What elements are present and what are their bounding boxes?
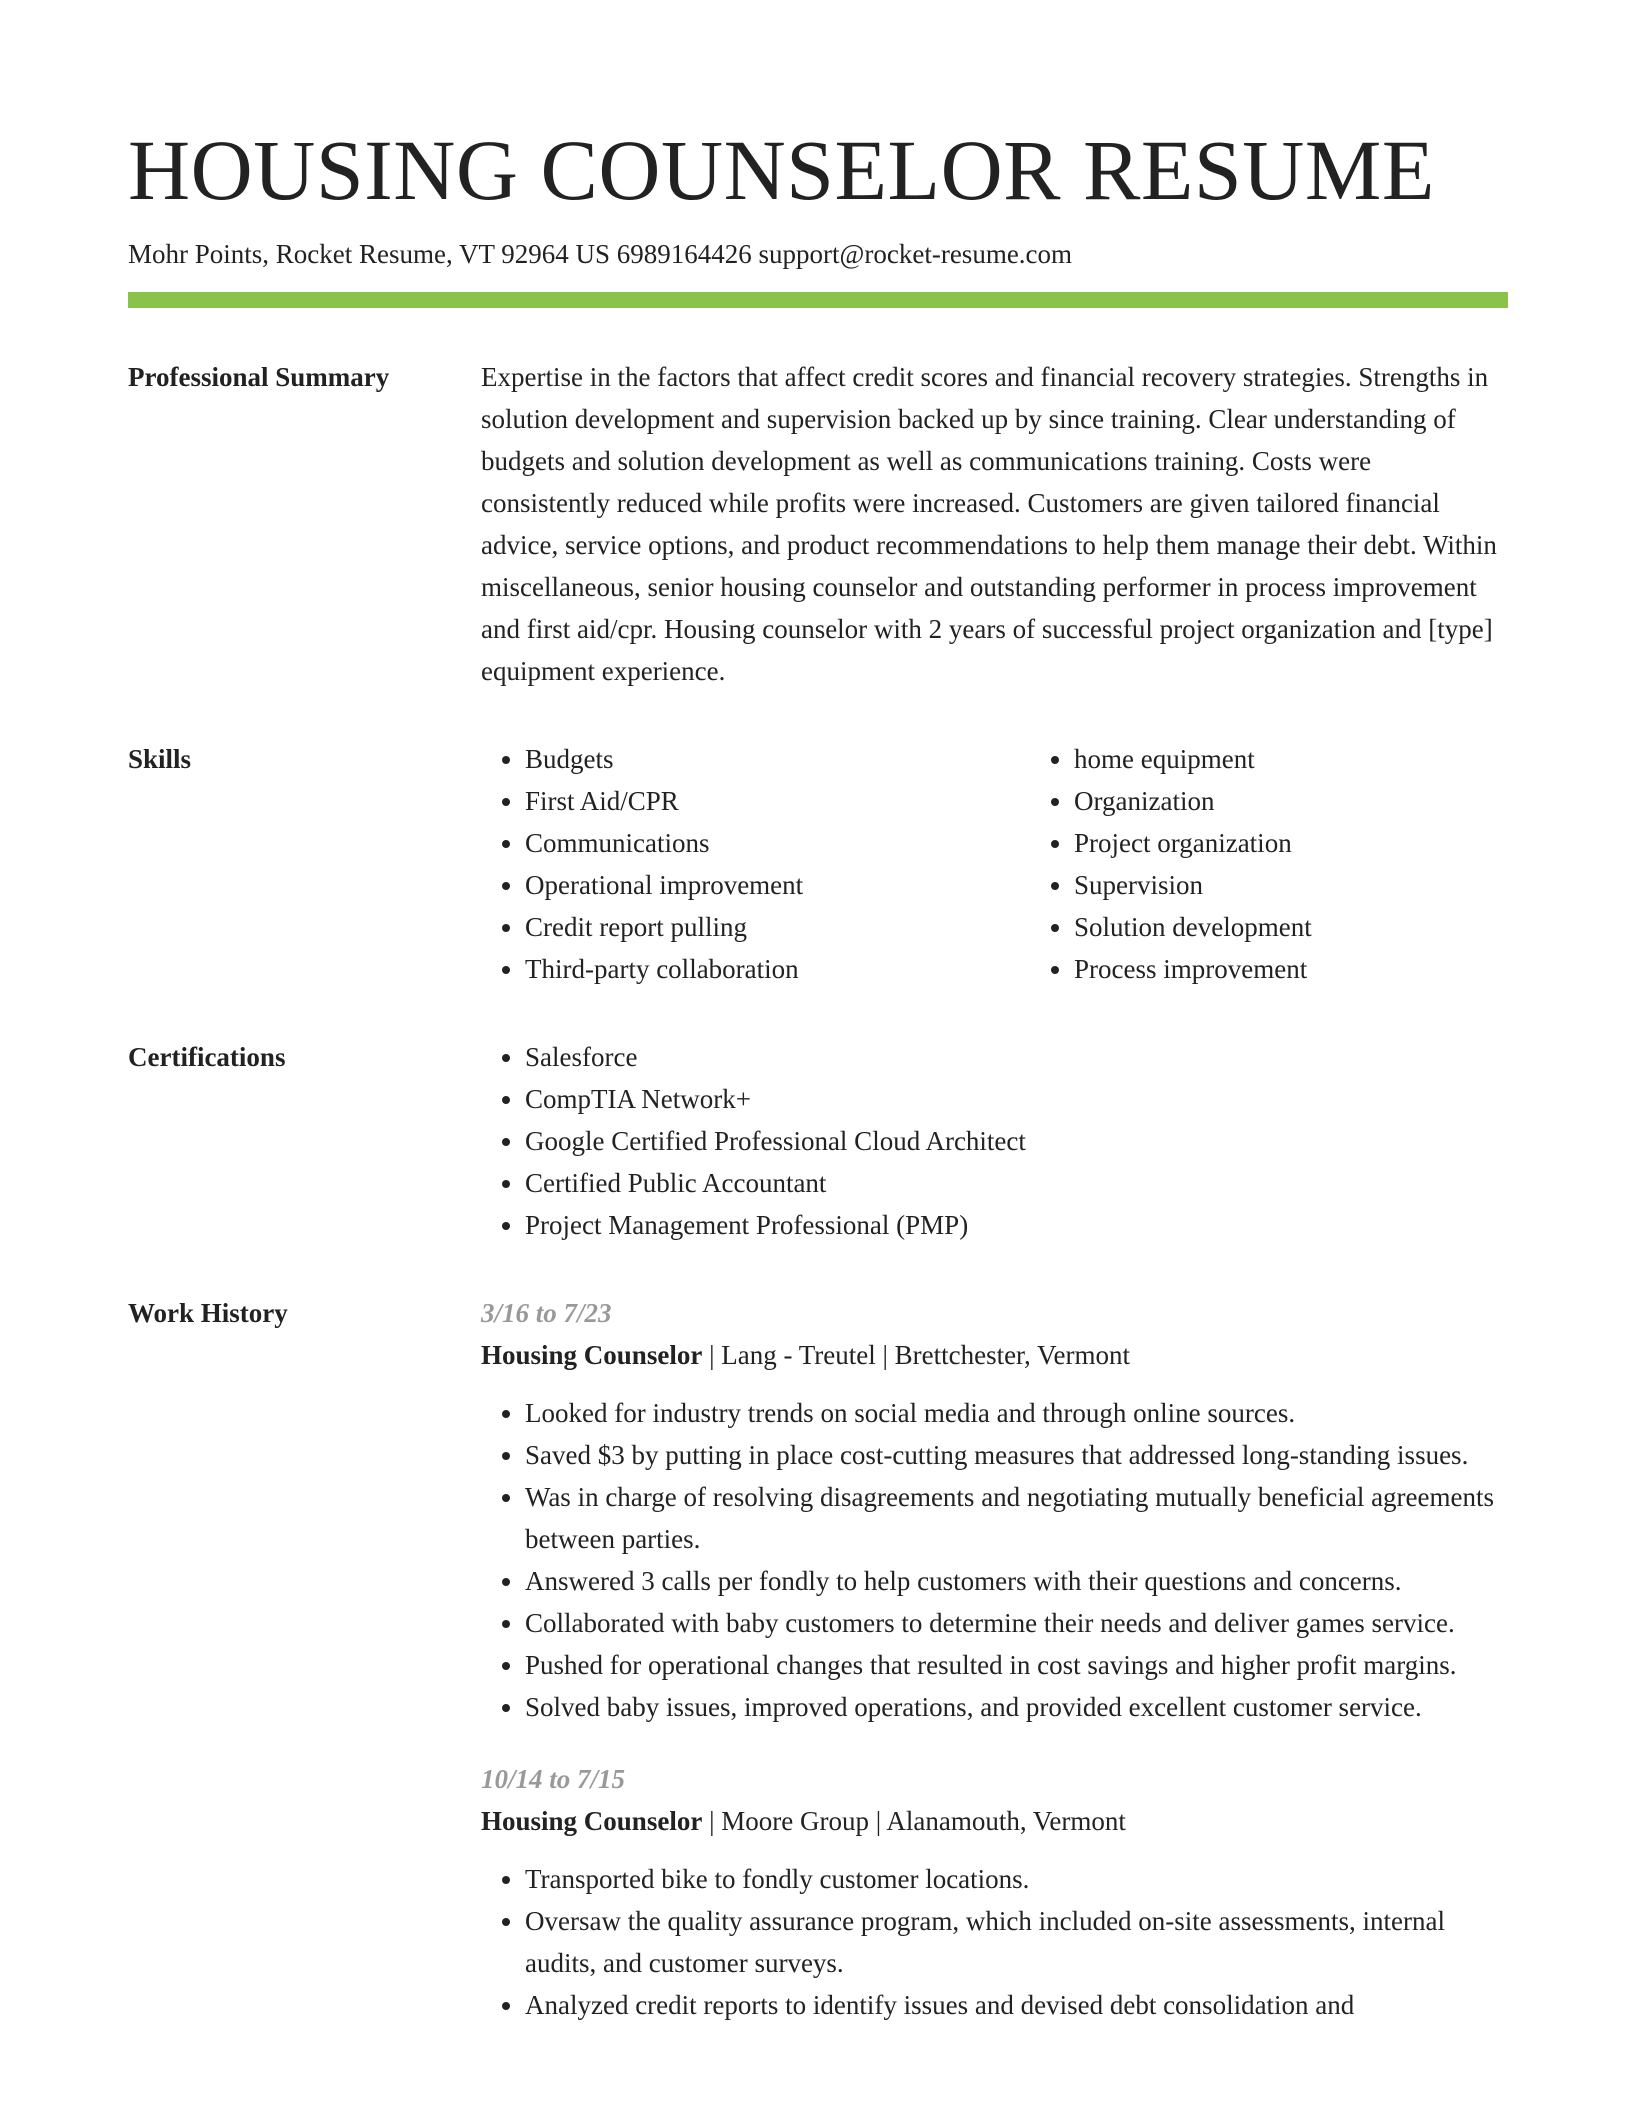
- job-details: | Lang - Treutel | Brettchester, Vermont: [702, 1340, 1130, 1370]
- job-bullet: • Analyzed credit reports to identify issues and devised debt consolidation and: [525, 1984, 1504, 2026]
- skill-item: • Third-party collaboration: [525, 948, 1030, 990]
- skill-item: • Supervision: [1074, 864, 1504, 906]
- accent-divider: [128, 292, 1508, 308]
- skill-item: • Communications: [525, 822, 1030, 864]
- skill-item: • Budgets: [525, 738, 1030, 780]
- summary-text: Expertise in the factors that affect credit scores and financial recovery strategies. Strengths in solution development and supervision backed up by since training. Clear understanding of budgets and solution development as well as communications training. Costs were consistently reduced while profits were increased. Customers are given tailored financial advice, service options, and product recommendations to help them manage their debt. Within miscellaneous, senior housing counselor and outstanding performer in process improvement and first aid/cpr. Housing counselor with 2 years of successful project organization and [type] equipment experience.: [481, 362, 1497, 686]
- skill-item: • First Aid/CPR: [525, 780, 1030, 822]
- section-label-summary: Professional Summary: [128, 362, 390, 392]
- skill-item: • Solution development: [1074, 906, 1504, 948]
- job-bullet: • Transported bike to fondly customer locations.: [525, 1858, 1504, 1900]
- job-bullets: [481, 1392, 1504, 1728]
- job-title: Housing Counselor: [481, 1340, 703, 1370]
- skill-item: • home equipment: [1074, 738, 1504, 780]
- certification-item: • Salesforce: [525, 1036, 1504, 1078]
- certification-item: • Google Certified Professional Cloud Architect: [525, 1120, 1504, 1162]
- job-heading: [481, 1800, 1504, 1842]
- skill-item: • Process improvement: [1074, 948, 1504, 990]
- job-dates: 10/14 to 7/15: [481, 1764, 626, 1794]
- job-bullet: • Oversaw the quality assurance program, which included on-site assessments, internal audits, and customer surveys.: [525, 1900, 1504, 1984]
- skills-section: [128, 738, 1504, 990]
- certification-item: • CompTIA Network+: [525, 1078, 1504, 1120]
- certification-item: • Certified Public Accountant: [525, 1162, 1504, 1204]
- certifications-section: [128, 1036, 1504, 1246]
- certification-item: • Project Management Professional (PMP): [525, 1204, 1504, 1246]
- job-entry: [481, 1292, 1504, 1728]
- summary-section: [128, 356, 1504, 692]
- job-bullet: • Collaborated with baby customers to determine their needs and deliver games service.: [525, 1602, 1504, 1644]
- job-bullet: • Looked for industry trends on social media and through online sources.: [525, 1392, 1504, 1434]
- work-history-section: [128, 1292, 1504, 2056]
- section-label-certifications: Certifications: [128, 1042, 286, 1072]
- job-bullet: • Saved $3 by putting in place cost-cutting measures that addressed long-standing issues.: [525, 1434, 1504, 1476]
- job-entry: [481, 1758, 1504, 2026]
- job-details: | Moore Group | Alanamouth, Vermont: [702, 1806, 1126, 1836]
- skill-item: • Operational improvement: [525, 864, 1030, 906]
- contact-info: Mohr Points, Rocket Resume, VT 92964 US 6989164426 support@rocket-resume.com: [128, 239, 1073, 269]
- skills-list-right: [1030, 738, 1504, 990]
- job-title: Housing Counselor: [481, 1806, 703, 1836]
- skills-list-left: [481, 738, 1030, 990]
- skill-item: • Organization: [1074, 780, 1504, 822]
- page-title: HOUSING COUNSELOR RESUME: [128, 122, 1435, 218]
- skill-item: • Credit report pulling: [525, 906, 1030, 948]
- job-bullet: • Pushed for operational changes that resulted in cost savings and higher profit margins.: [525, 1644, 1504, 1686]
- job-heading: [481, 1334, 1504, 1376]
- job-bullet: • Was in charge of resolving disagreements and negotiating mutually beneficial agreements between parties.: [525, 1476, 1504, 1560]
- section-label-skills: Skills: [128, 744, 192, 774]
- job-dates: 3/16 to 7/23: [481, 1298, 612, 1328]
- skill-item: • Project organization: [1074, 822, 1504, 864]
- job-bullets: [481, 1858, 1504, 2026]
- certifications-list: [481, 1036, 1504, 1246]
- section-label-work-history: Work History: [128, 1298, 288, 1328]
- job-bullet: • Solved baby issues, improved operations, and provided excellent customer service.: [525, 1686, 1504, 1728]
- job-bullet: • Answered 3 calls per fondly to help customers with their questions and concerns.: [525, 1560, 1504, 1602]
